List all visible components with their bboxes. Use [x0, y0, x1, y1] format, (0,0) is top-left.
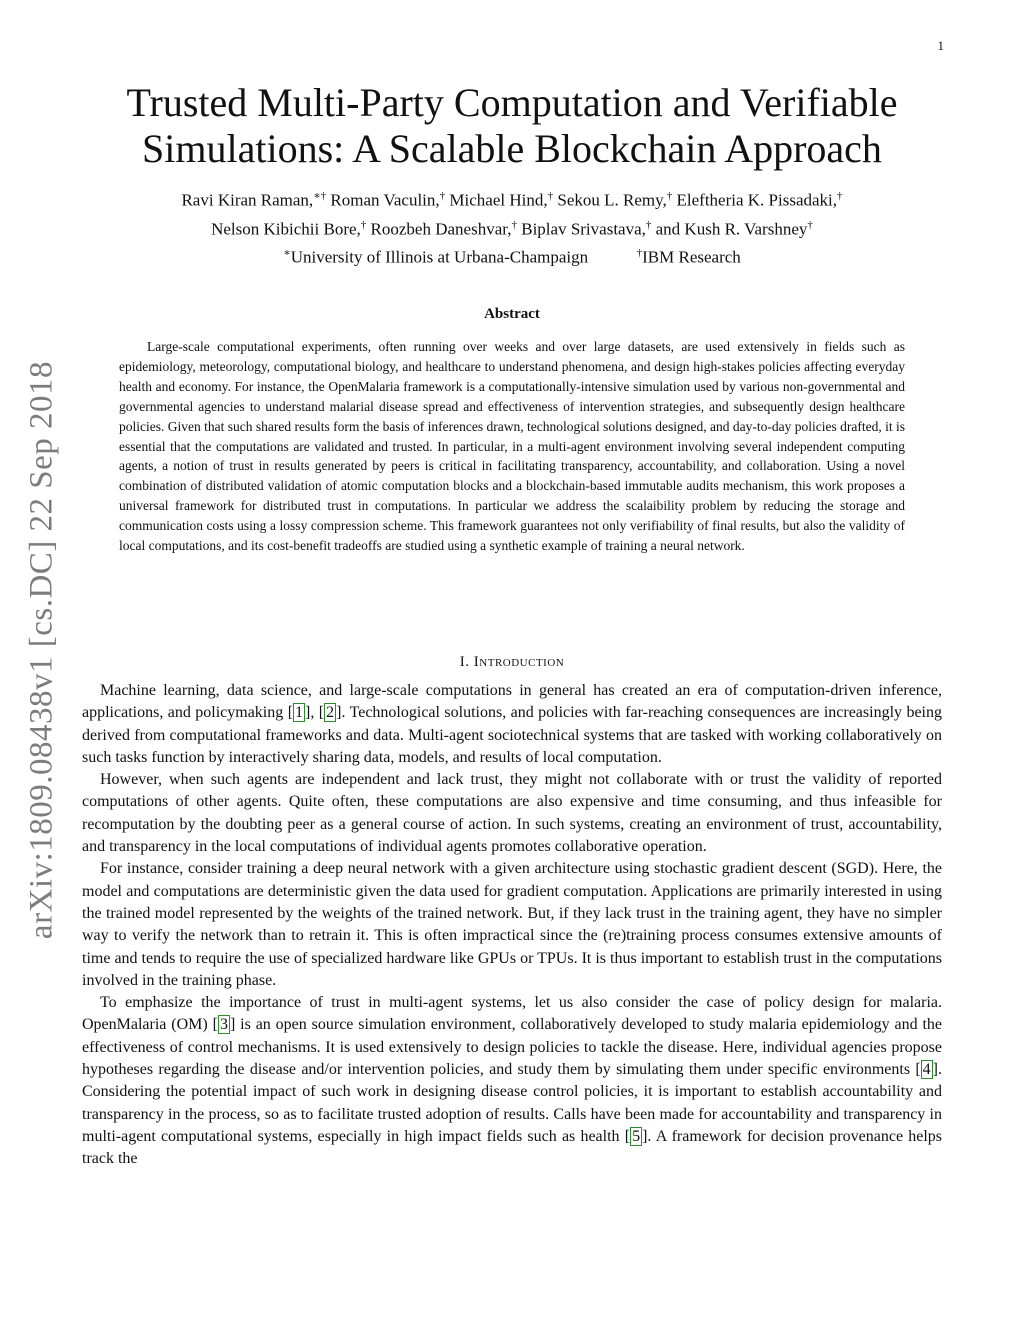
author-name: Ravi Kiran Raman,: [181, 190, 314, 210]
paragraph-2: However, when such agents are independent and lack trust, they might not collaborate with or trust the validity of reported computations of other agents. Quite often, these computations are also expensive and time consuming, and thus infeasible for recomputation by the doubting peer as a general course of action. In such systems, creating an environment of trust, accountability, and transparency in the local computations of individual agents promotes collaborative operation.: [82, 771, 942, 856]
author-mark: †: [547, 190, 554, 202]
author-name: Biplav Srivastava,: [521, 219, 646, 239]
title-line-2: Simulations: A Scalable Blockchain Approach: [142, 126, 882, 171]
author-mark: ∗†: [313, 190, 327, 202]
author-mark: †: [666, 190, 673, 202]
abstract-heading: Abstract: [484, 306, 540, 322]
paragraph-1: Machine learning, data science, and large-scale computations in general has created an era of computation-driven inference, applications, and policymaking [ 1 ], [ 2 ]. Technological solutions, and policies with far-reaching consequences are increasingly being derived from computational frameworks and data. Multi-agent sociotechnical systems that are tasked with working collaboratively on such tasks function by interactively sharing data, models, and results of local computation.: [82, 682, 943, 766]
text-run: is an open source simulation environment, collaboratively developed to study malaria epidemiology and the effectiveness of control mechanisms. It is used extensively to design policies to tackle the disease. Here, individual agencies propose hypotheses regarding the disease and/or intervention policies, and study them by simulating them under specific environments: [82, 1016, 943, 1079]
author-mark: †: [511, 218, 517, 231]
text-run: . A framework for decision provenance helps track the: [82, 1127, 943, 1168]
text-run: . Technological solutions, and policies with far-reaching consequences are increasingly being derived from computational frameworks and data. Multi-agent sociotechnical systems that are tasked with working collaboratively on such tasks function by interactively sharing data, models, and results of local computation.: [82, 704, 943, 766]
title-line-1: Trusted Multi-Party Computation and Verifiable: [126, 80, 898, 125]
affiliation-mark: †: [636, 247, 643, 260]
section-heading-introduction: [80, 654, 944, 671]
citation-link[interactable]: 3: [219, 1016, 228, 1034]
author-mark: †: [645, 218, 652, 231]
author-block: [80, 184, 944, 270]
author-line-1: [80, 184, 944, 213]
section-title: Introduction: [473, 654, 565, 670]
citation-link[interactable]: 4: [922, 1061, 931, 1079]
introduction-body: [82, 680, 942, 1171]
citation-link[interactable]: 1: [295, 704, 304, 722]
author-name: Roozbeh Daneshvar,: [370, 219, 512, 239]
text-run: Machine learning, data science, and large-scale computations in general has created an era of computation-driven inference, applications, and policymaking: [82, 682, 942, 722]
author-name: Nelson Kibichii Bore,: [211, 219, 361, 239]
author-mark: †: [439, 190, 446, 202]
text-run: . Considering the potential impact of such work in designing disease control policies, it is important to establish accountability and transparency in the process, so as to facilitate trusted adoption of results. Calls have been made for accountability and transparency in multi-agent computational systems, especially in high impact fields such as health: [82, 1061, 942, 1145]
text-run: To emphasize the importance of trust in multi-agent systems, let us also consider the case of policy design for malaria. OpenMalaria (OM): [82, 994, 942, 1034]
author-name: Sekou L. Remy,: [557, 190, 667, 210]
affiliation-mark: ∗: [283, 247, 291, 260]
affiliation-ibm: IBM Research: [642, 247, 741, 267]
abstract-text: Large-scale computational experiments, often running over weeks and over large datasets, are used extensively in fields such as epidemiology, meteorology, computational biology, and healthcare to understand phenomena, and design high-stakes policies affecting everyday health and economy. For instance, the OpenMalaria framework is a computationally-intensive simulation used by various non-governmental and governmental agencies to understand malarial disease spread and effectiveness of intervention strategies, and subsequently design healthcare policies. Given that such shared results form the basis of inferences drawn, technological solutions designed, and day-to-day policies drafted, it is essential that the computations are validated and trusted. In particular, in a multi-agent environment involving several independent computing agents, a notion of trust in results generated by peers is critical in facilitating transparency, accountability, and collaboration. Using a novel combination of distributed validation of atomic computation blocks and a blockchain-based immutable audits mechanism, this work proposes a universal framework for distributed trust in computations. In particular we address the scalaibility problem by reducing the storage and communication costs using a lossy compression scheme. This framework guarantees not only verifiability of final results, but also the validity of local computations, and its cost-benefit tradeoffs are studied using a synthetic example of training a neural network.: [119, 339, 905, 554]
author-mark: †: [360, 218, 367, 231]
text-run: ,: [310, 704, 319, 722]
affiliation-line: [80, 241, 944, 270]
author-name: Eleftheria K. Pissadaki,: [676, 190, 838, 210]
arxiv-side-stamp: arXiv:1809.08438v1 [cs.DC] 22 Sep 2018: [23, 360, 60, 940]
page-number: 1: [937, 38, 944, 53]
paragraph-4: To emphasize the importance of trust in multi-agent systems, let us also consider the case of policy design for malaria. OpenMalaria (OM) [ 3 ] is an open source simulation environment, collaboratively developed to study malaria epidemiology and the effectiveness of control mechanisms. It is used extensively to design policies to tackle the disease. Here, individual agencies propose hypotheses regarding the disease and/or intervention policies, and study them by simulating them under specific environments [ 4 ]. Considering the potential impact of such work in designing disease control policies, it is important to establish accountability and transparency in the process, so as to facilitate trusted adoption of results. Calls have been made for accountability and transparency in multi-agent computational systems, especially in high impact fields such as health [ 5 ]. A framework for decision provenance helps track the: [82, 994, 943, 1168]
author-name: Michael Hind,: [449, 190, 548, 210]
author-mark: †: [837, 190, 843, 202]
citation-link[interactable]: 5: [632, 1127, 641, 1145]
author-line-2: [80, 213, 944, 242]
author-name: and Kush R. Varshney: [655, 219, 808, 239]
author-name: Roman Vaculin,: [330, 190, 440, 210]
affiliation-uiuc: University of Illinois at Urbana-Champaign: [290, 247, 589, 267]
paragraph-3: For instance, consider training a deep neural network with a given architecture using stochastic gradient descent (SGD). Here, the model and computations are deterministic given the data used for gradient computation. Applications are primarily interested in using the trained model represented by the weights of the trained network. But, if they lack trust in the training agent, they have no simpler way to verify the network than to retrain it. This is often impractical since the (re)training process consumes extensive amounts of time and tends to require the use of specialized hardware like GPUs or TPUs. It is thus important to establish trust in the computations involved in the training phase.: [82, 860, 942, 989]
author-mark: †: [807, 218, 813, 231]
citation-link[interactable]: 2: [326, 704, 335, 722]
section-number: I.: [459, 654, 470, 670]
paper-title: [80, 80, 944, 172]
